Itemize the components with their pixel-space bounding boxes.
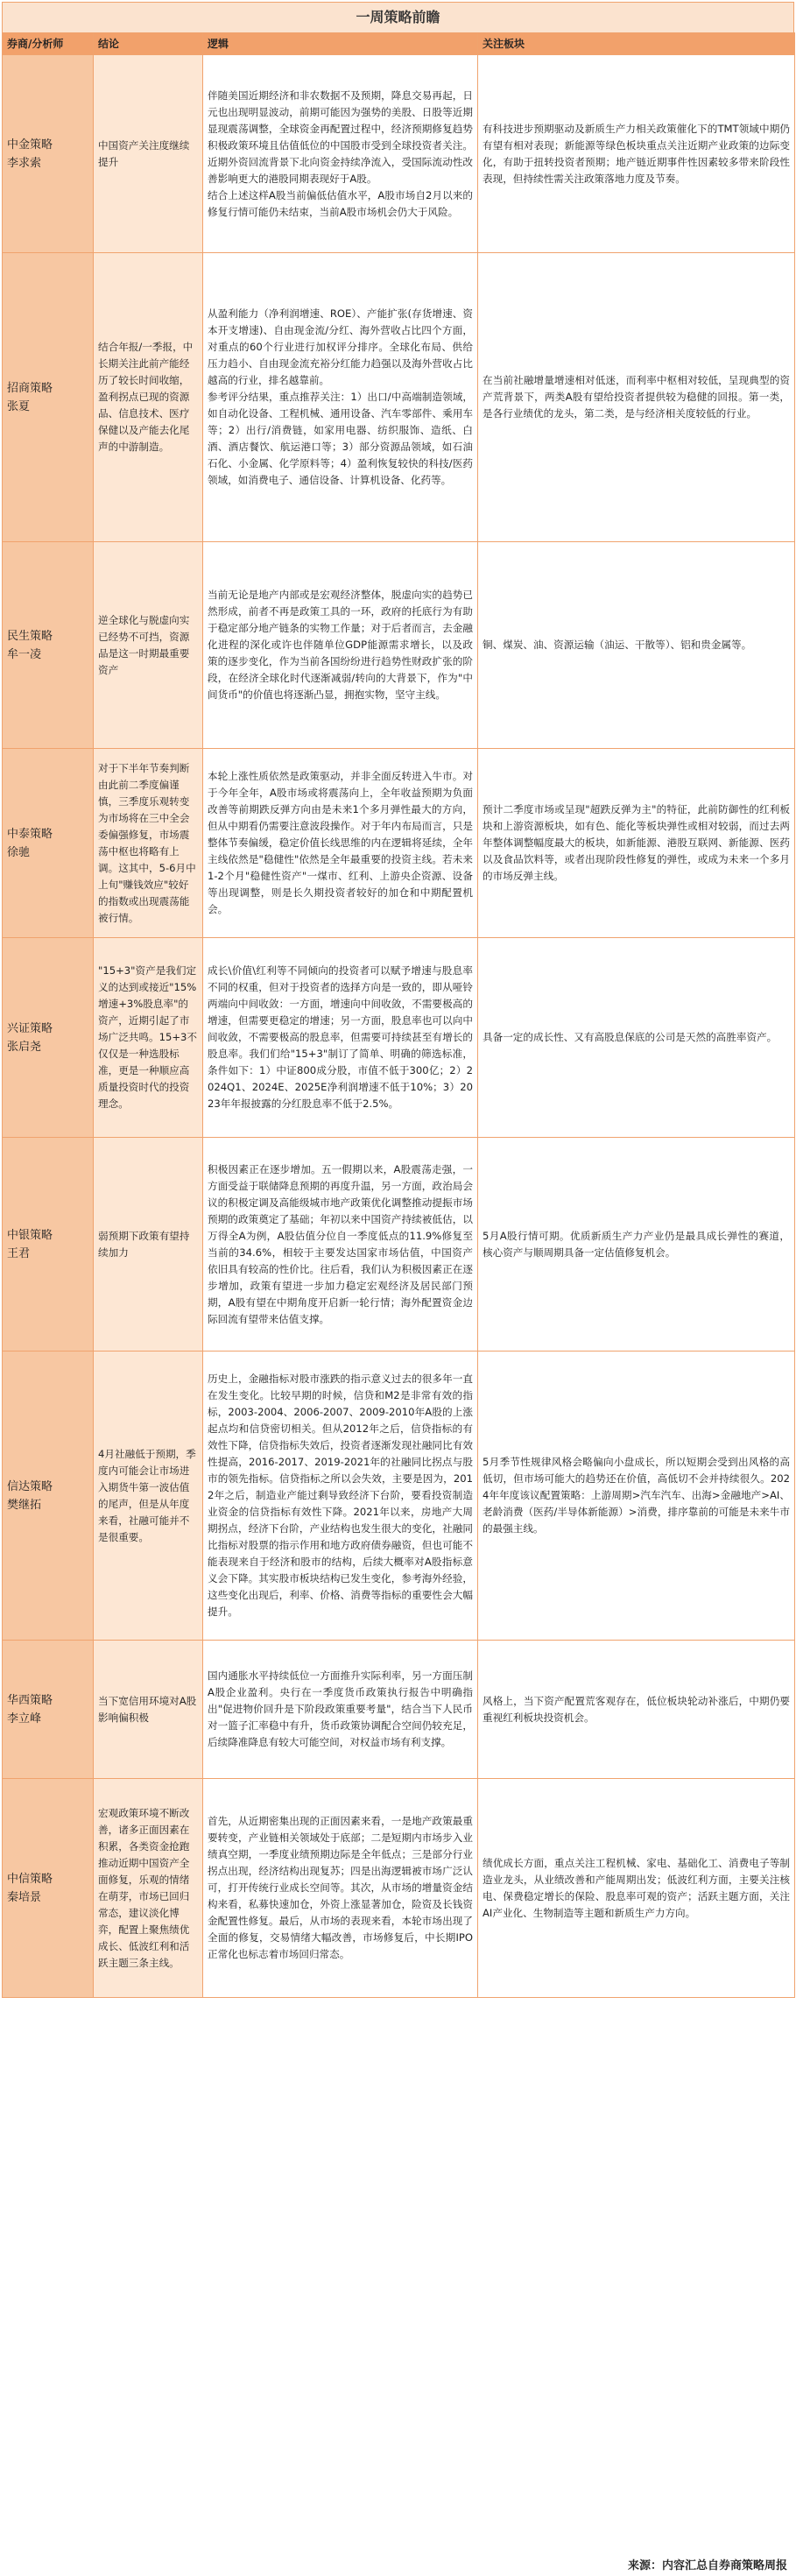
sectors-cell: 铜、煤炭、油、资源运输（油运、干散等）、铝和贵金属等。	[478, 542, 795, 749]
broker-cell	[3, 542, 94, 749]
broker-name: 招商策略	[7, 381, 53, 395]
broker-cell	[3, 749, 94, 938]
conclusion-cell: 弱预期下政策有望持续加力	[94, 1138, 203, 1352]
table-row	[3, 749, 795, 938]
broker-name: 民生策略	[7, 629, 53, 643]
broker-name: 中泰策略	[7, 827, 53, 841]
broker-name: 信达策略	[7, 1479, 53, 1493]
logic-cell: 当前无论是地产内部或是宏观经济整体，脱虚向实的趋势已然形成，前者不再是政策工具的一环，政府的托底行为有助于稳定部分地产链条的实物工作量；对于后者而言，去金融化进程的深化或许也伴随单位GDP能源需求增长，以及政策的逐步变化，作为当前各国纷纷进行趋势性财政扩张的阶段，在经济全球化时代逐渐减弱/转向的大背景下，作为"中间货币"的价值也将逐渐凸显，拥抱实物，坚守主线。	[203, 542, 478, 749]
conclusion-cell: 对于下半年节奏判断由此前二季度偏谨慎，三季度乐观转变为市场将在三中全会委偏强修复，市场震荡中枢也将略有上调。这其中，5-6月中上旬"赚钱效应"较好的指数或出现震荡能被行情。	[94, 749, 203, 938]
sectors-cell: 绩优成长方面，重点关注工程机械、家电、基础化工、消费电子等制造业龙头，从业绩改善和产能周期出发；低波红利方面，主要关注核电、保费稳定增长的保险、股息率可观的资产；活跃主题方面，关注AI产业化、生物制造等主题和新质生产力方向。	[478, 1779, 795, 1998]
table-row	[3, 1641, 795, 1779]
conclusion-cell: 当下宽信用环境对A股影响偏积极	[94, 1641, 203, 1779]
sectors-cell: 预计二季度市场或呈现"超跌反弹为主"的特征，此前防御性的红利板块和上游资源板块，如有色、能化等板块弹性或相对较弱，而过去两年整体调整幅度最大的板块，如新能源、港股互联网、新能源、医药以及食品饮料等，或者出现阶段性修复的弹性，或成为未来一个多月的市场反弹主线。	[478, 749, 795, 938]
conclusion-cell: "15+3"资产是我们定义的达到或接近"15%增速+3%股息率"的资产，近期引起了市场广泛共鸣。15+3不仅仅是一种选股标准，更是一种顺应高质量投资时代的投资理念。	[94, 938, 203, 1138]
broker-name: 中银策略	[7, 1228, 53, 1242]
table-row	[3, 542, 795, 749]
logic-cell: 国内通胀水平持续低位一方面推升实际利率，另一方面压制A股企业盈利。央行在一季度货币政策执行报告中明确指出"促进物价回升是下阶段政策重要考量"，结合当下人民币对一篮子汇率稳中有升，货币政策协调配合空间仍较充足，后续降准降息有较大可能空间，对权益市场有利支撑。	[203, 1641, 478, 1779]
broker-name: 中金策略	[7, 138, 53, 152]
sectors-cell: 5月A股行情可期。优质新质生产力产业仍是最具成长弹性的赛道，核心资产与顺周期具备一定估值修复机会。	[478, 1138, 795, 1352]
sectors-cell: 在当前社融增量增速相对低迷，而利率中枢相对较低，呈现典型的资产荒背景下，两类A股有望给投资者提供较为稳健的回报。第一类，是各行业绩优的龙头，第二类，是与经济相关度较低的行业。	[478, 253, 795, 542]
table-row	[3, 1779, 795, 1998]
sectors-cell: 有科技进步预期驱动及新质生产力相关政策催化下的TMT领域中期仍有望有相对表现；新能源等绿色板块重点关注近期产业政策的边际变化，有助于扭转投资者预期；地产链近期事件性因素较多带来阶段性表现，但持续性需关注政策落地力度及节奏。	[478, 55, 795, 253]
conclusion-cell: 4月社融低于预期，季度内可能会让市场进入期货牛第一波估值的尾声，但是从年度来看，社融可能并不是很重要。	[94, 1352, 203, 1641]
source-footer: 来源：内容汇总自券商策略周报	[627, 2559, 787, 2572]
analyst-name: 王君	[7, 1246, 31, 1260]
logic-cell: 从盈利能力（净利润增速、ROE）、产能扩张(存货增速、资本开支增速)、自由现金流/分红、海外营收占比四个方面，对重点的60个行业进行加权评分排序。全球化布局、供给压力趋小、自由现金流充裕分红能力趋强以及海外营收占比越高的行业，排名越靠前。 参考评分结果，重点推荐关注：1）出口/中高端制造领域，如自动化设备、工程机械、通用设备、汽车零部件、乘用车等；2）出行/消费链，如家用电器、纺织服饰、造纸、白酒、酒店餐饮、航运港口等；3）部分资源品领域，如石油石化、小金属、化学原料等；4）盈利恢复较快的科技/医药领域，如消费电子、通信设备、计算机设备、化药等。	[203, 253, 478, 542]
table-header-row	[3, 33, 795, 55]
conclusion-cell: 逆全球化与脱虚向实已经势不可挡，资源品是这一时期最重要资产	[94, 542, 203, 749]
analyst-name: 牟一凌	[7, 647, 42, 661]
logic-cell: 历史上，金融指标对股市涨跌的指示意义过去的很多年一直在发生变化。比较早期的时候，信贷和M2是非常有效的指标，2003-2004、2006-2007、2009-2010年A股的上涨起点均和信贷密切相关。但从2012年之后，信贷指标的有效性下降，信贷指标失效后，投资者逐渐发现社融同比有效性提高，2016-2017、2019-2021年的社融同比拐点与股市的领先指标。信贷指标之所以会失效，主要是因为，2012年之后，制造业产能过剩导致经济下台阶，要看投资制造业资金的信贷指标有效性下降。2021年以来，房地产大周期拐点，经济下台阶，产业结构也发生很大的变化，社融同比指标对股票的指示作用和地方政府债券融资，但也可能不能表现来自于经济和股市的结构，后续大概率对A股指标意义会下降。其实股市板块结构已发生变化，参考海外经验，这些变化出现后，利率、价格、消费等指标的重要性会大幅提升。	[203, 1352, 478, 1641]
logic-cell: 成长\价值\红利等不同倾向的投资者可以赋予增速与股息率不同的权重，但对于投资者的选择方向是一致的，即从哑铃两端向中间收敛：一方面，增速向中间收敛，不需要极高的增速，但需要更稳定的增速；另一方面，股息率也可以向中间收敛，不需要极高的股息率，但需要可持续甚至有增长的股息率。我们们给"15+3"制订了简单、明确的筛选标准，条件如下：1）中证800成分股，市值不低于300亿；2）2024Q1、2024E、2025E净利润增速不低于10%；3）2023年年报披露的分红股息率不低于2.5%。	[203, 938, 478, 1138]
analyst-name: 樊继拓	[7, 1498, 42, 1512]
analyst-name: 李立峰	[7, 1711, 42, 1726]
broker-name: 华西策略	[7, 1693, 53, 1707]
broker-cell	[3, 1352, 94, 1641]
header-conclusion: 结论	[94, 33, 203, 55]
strategy-table	[2, 32, 795, 1998]
logic-cell: 本轮上涨性质依然是政策驱动，并非全面反转进入牛市。对于今年全年，A股市场或将震荡向上，全年收益预期为负面改善等前期跌反弹方向由是未来1个多月弹性最大的方向，但从中期看仍需要注意波段操作。对于年内布局而言，只是整体节奏偏缓，稳定价值长线思维的内在逻辑将延续，全年主线依然是"稳健性"依然是全年最重要的投资主线。若未来1-2个月"稳健性资产"一煤市、红利、上游央企资源、设备等出现调整，则是长久期投资者较好的加仓和中期配置机会。	[203, 749, 478, 938]
broker-cell	[3, 253, 94, 542]
sectors-cell: 风格上，当下资产配置荒客观存在，低位板块轮动补涨后，中期仍要重视红利板块投资机会。	[478, 1641, 795, 1779]
broker-cell	[3, 1138, 94, 1352]
logic-cell: 积极因素正在逐步增加。五一假期以来，A股震荡走强，一方面受益于联储降息预期的再度升温，另一方面，政治局会议的积极定调及高能级城市地产政策优化调整推动提振市场预期的政策奠定了基础；年初以来中国资产持续被低估，以万得全A为例，A股估值分位自一季度低点的11.9%修复至当前的34.6%，相较于主要发达国家市场估值，中国资产依旧具有较高的性价比。往后看，我们认为积极因素正在逐步增加，政策有望进一步加力稳定宏观经济及居民部门预期，A股有望在中期角度开启新一轮行情；海外配置资金边际回流有望带来估值支撑。	[203, 1138, 478, 1352]
broker-cell	[3, 1641, 94, 1779]
broker-cell	[3, 1779, 94, 1998]
header-broker: 券商/分析师	[3, 33, 94, 55]
analyst-name: 徐驰	[7, 845, 31, 859]
table-row	[3, 253, 795, 542]
page-title: 一周策略前瞻	[2, 2, 794, 32]
sectors-cell: 5月季节性规律风格会略偏向小盘成长，所以短期会受到出风格的高低切，但市场可能大的趋势还在价值，高低切不会并持续很久。2024年年度该议配置策略：上游周期>汽车汽车、出海>金融地产>AI、老龄消费（医药/半导体新能源）>消费，排序靠前的可能是未来牛市的最强主线。	[478, 1352, 795, 1641]
analyst-name: 秦培景	[7, 1890, 42, 1904]
sectors-cell: 具备一定的成长性、又有高股息保底的公司是天然的高胜率资产。	[478, 938, 795, 1138]
conclusion-cell: 结合年报/一季报，中长期关注此前产能经历了较长时间收缩，盈利拐点已现的资源品、信息技术、医疗保健以及产能去化尾声的中游制造。	[94, 253, 203, 542]
broker-cell	[3, 938, 94, 1138]
header-logic: 逻辑	[203, 33, 478, 55]
logic-cell: 首先，从近期密集出现的正面因素来看，一是地产政策最重要转变，产业链相关领域处于底部；二是短期内市场步入业绩真空期，一季度业绩预期边际是全年低点；三是部分行业拐点出现，经济结构出现复苏；四是出海逻辑被市场广泛认可，打开传统行业成长空间等。其次，从市场的增量资金结构来看，私募快速加仓，外资上涨显著加仓，险资及长钱资金配置性修复。最后，从市场的表现来看，本轮市场出现了全面的修复，交易情绪大幅改善，市场修复后，中长期IPO正常化也标志着市场回归常态。	[203, 1779, 478, 1998]
conclusion-cell: 宏观政策环境不断改善，诸多正面因素在积累，各类资金抢跑推动近期中国资产全面修复，乐观的情绪在萌芽，市场已回归常态，建议淡化博弈，配置上聚焦绩优成长、低波红利和活跃主题三条主线。	[94, 1779, 203, 1998]
broker-name: 中信策略	[7, 1872, 53, 1886]
table-row	[3, 938, 795, 1138]
table-row	[3, 1352, 795, 1641]
header-sectors: 关注板块	[478, 33, 795, 55]
conclusion-cell: 中国资产关注度继续提升	[94, 55, 203, 253]
table-row	[3, 55, 795, 253]
table-row	[3, 1138, 795, 1352]
analyst-name: 李求索	[7, 156, 42, 170]
analyst-name: 张夏	[7, 399, 31, 413]
broker-cell	[3, 55, 94, 253]
broker-name: 兴证策略	[7, 1021, 53, 1035]
analyst-name: 张启尧	[7, 1040, 42, 1054]
logic-cell: 伴随美国近期经济和非农数据不及预期，降息交易再起，日元也出现明显波动，前期可能因为强势的美股、日股等近期显现震荡调整，全球资金再配置过程中，经济预期修复趋势积极政策环境且估值低位的中国股市受到全球投资者关注。近期外资回流背景下北向资金持续净流入，受国际流动性改善影响更大的港股同期表现好于A股。 结合上述这样A股当前偏低估值水平，A股市场自2月以来的修复行情可能仍未结束，当前A股市场机会仍大于风险。	[203, 55, 478, 253]
